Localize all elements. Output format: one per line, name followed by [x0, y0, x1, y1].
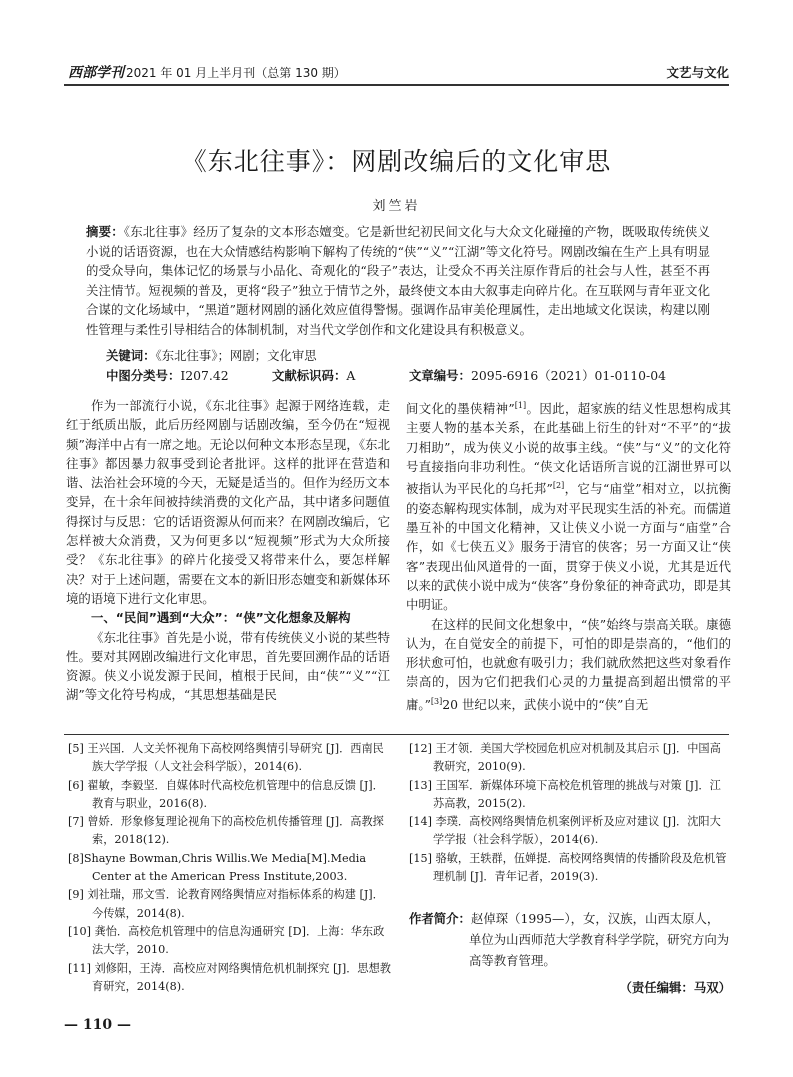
abstract-label: 摘要： — [86, 224, 124, 239]
citation: [2] — [552, 481, 565, 491]
article-no-label: 文章编号： — [409, 368, 471, 383]
clc-number — [106, 366, 229, 384]
section-heading: 一、“民间”遇到“大众”：“侠”文化想象及解构 — [91, 610, 351, 626]
header-rule — [64, 84, 729, 86]
reference-item: [14] 李璞．高校网络舆情危机案例评析及应对建议 [J]．沈阳大学学报（社会科学版），2014(6). — [409, 815, 721, 847]
article-title: 《东北往事》：网剧改编后的文化审思 — [181, 147, 612, 176]
reference-item: [7] 曾娇．形象修复理论视角下的高校危机传播管理 [J]．高教探索，2018(12). — [68, 815, 384, 847]
reference-item: [15] 骆敏，王轶群，伍婵提．高校网络舆情的传播阶段及危机管理机制 [J]．青年记者，2019(3). — [409, 851, 727, 884]
reference-item: [5] 王兴国．人文关怀视角下高校网络舆情引导研究 [J]．西南民族大学学报（人文社会科学版），2014(6). — [68, 742, 384, 774]
body-paragraph: 《东北往事》首先是小说，带有传统侠义小说的某些特性。要对其网剧改编进行文化审思，首先要回溯作品的话语资源。侠义小说发源于民间，植根于民间，由“侠”“义”“江湖”等文化符号构成，“其思想基础是民 — [66, 629, 390, 703]
article-number — [409, 366, 666, 384]
reference-item: [10] 龚怡．高校危机管理中的信息沟通研究 [D]．上海：华东政法大学，2010. — [68, 924, 385, 957]
reference-item: [11] 刘修阳，王涛．高校应对网络舆情危机机制探究 [J]．思想教育研究，2014(8). — [68, 961, 391, 993]
reference-item: [9] 刘社瑞，邢文雪．论教育网络舆情应对指标体系的构建 [J]．今传媒，2014(8). — [68, 888, 384, 920]
journal-header — [68, 62, 346, 82]
section-label: 文艺与文化 — [666, 65, 729, 80]
clc-label: 中图分类号： — [106, 368, 181, 383]
body-paragraph: 在这样的民间文化想象中，“侠”始终与崇高关联。康德认为，在自觉安全的前提下，可怕的即是崇高的，“他们的形状愈可怕，也就愈有吸引力；我们就欣然把这些对象看作崇高的，因为它们把我们心灵的力量提高到超出惯常的平庸。”[3]20 世纪以来，武侠小说中的“侠”自无 — [406, 616, 731, 712]
document-code — [272, 366, 355, 384]
clc-value: I207.42 — [180, 368, 229, 383]
references-right — [409, 740, 731, 886]
body-paragraph: 作为一部流行小说，《东北往事》起源于网络连载，走红于纸质出版，此后历经网剧与话剧改编，至今仍在“短视频”海洋中占有一席之地。无论以何种文本形态呈现，《东北往事》都因暴力叙事受到论者批评。这样的批评在营造和谐、法治社会环境的今天，无疑是适当的。但作为经历文本变异，在十余年间被持续消费的文化产品，其中诸多问题值得探讨与反思：它的话语资源从何而来？在网剧改编后，它怎样被大众消费，又为何更多以“短视频”形式为大众所接受？《东北往事》的碎片化接受又将带来什么，要怎样解决？对于上述问题，需要在文本的新旧形态嬗变和新媒体环境的语境下进行文化审思。 — [66, 398, 390, 606]
abstract-text: 《东北往事》经历了复杂的文本形态嬗变。它是新世纪初民间文化与大众文化碰撞的产物，既吸取传统侠义小说的话语资源，也在大众情感结构影响下解构了传统的“侠”“义”“江湖”等文化符号。网剧改编在生产上具有明显的受众导向，集体记忆的场景与小品化、奇观化的“段子”表达，让受众不再关注原作背后的社会与人性，甚至不再关注情节。短视频的普及，更将“段子”独立于情节之外，最终使文本由大叙事走向碎片化。在互联网与青年亚文化合谋的文化场域中，“黑道”题材网剧的涵化效应值得警惕。强调作品审美伦理属性，走出地域文化误读，构建以刚性管理与柔性引导相结合的体制机制，对当代文学创作和文化建设具有积极意义。 — [86, 224, 710, 337]
doc-code-value: A — [346, 368, 356, 383]
doc-code-label: 文献标识码： — [272, 368, 347, 383]
body-column-left — [66, 396, 390, 705]
reference-item: [6] 翟敏，李毅坚．自媒体时代高校危机管理中的信息反馈 [J]．教育与职业，2016(8). — [68, 778, 384, 810]
journal-logo: 西部学刊 — [68, 65, 124, 81]
citation: [3] — [430, 696, 443, 706]
keywords-label: 关键词： — [106, 348, 156, 363]
responsible-editor: （责任编辑：马双） — [619, 980, 731, 995]
article-author: 刘竺岩 — [372, 199, 421, 214]
reference-item: [13] 王国军．新媒体环境下高校危机管理的挑战与对策 [J]．江苏高教，2015(2). — [409, 778, 721, 810]
bio-label: 作者简介： — [409, 911, 471, 926]
author-bio — [409, 908, 731, 971]
page-number: — 110 — — [64, 1017, 131, 1033]
keywords-text: 《东北往事》；网剧；文化审思 — [155, 348, 317, 363]
bio-text: 赵倬琛（1995—），女，汉族，山西太原人，单位为山西师范大学教育科学学院，研究方向为高等教育管理。 — [469, 911, 730, 968]
abstract — [86, 222, 710, 340]
references-rule — [64, 734, 729, 735]
citation: [1] — [514, 401, 527, 410]
references-left — [68, 740, 392, 996]
article-no-value: 2095-6916（2021）01-0110-04 — [470, 368, 666, 383]
reference-item: [12] 王才领．美国大学校园危机应对机制及其启示 [J]．中国高教研究，2010(9). — [409, 742, 721, 774]
body-paragraph: 间文化的墨侠精神”[1]。因此，超家族的结义性思想构成其主要人物的基本关系，在此基础上衍生的针对“不平”的“拔刀相助”，成为侠义小说的故事主线。“侠”与“义”的文化符号直接指向非功利性。“侠文化话语所言说的江湖世界可以被指认为平民化的乌托邦”[2]，它与“庙堂”相对立，以抗衡的姿态解构现实体制，成为对平民现实生活的补充。而儒道墨互补的中国文化精神，又让侠义小说一方面与“庙堂”合作，如《七侠五义》服务于清官的侠客；另一方面又让“侠客”表现出仙风道骨的一面，贯穿于侠义小说，尤其是近代以来的武侠小说中成为“侠客”身份象征的神奇武功，即是其中明证。 — [406, 401, 731, 613]
keywords — [106, 346, 317, 364]
issue-info: 2021 年 01 月上半月刊（总第 130 期） — [126, 66, 346, 80]
reference-item: [8]Shayne Bowman,Chris Willis.We Media[M].Media Center at the American Press Institute,2003. — [68, 851, 367, 884]
body-column-right — [406, 396, 731, 714]
